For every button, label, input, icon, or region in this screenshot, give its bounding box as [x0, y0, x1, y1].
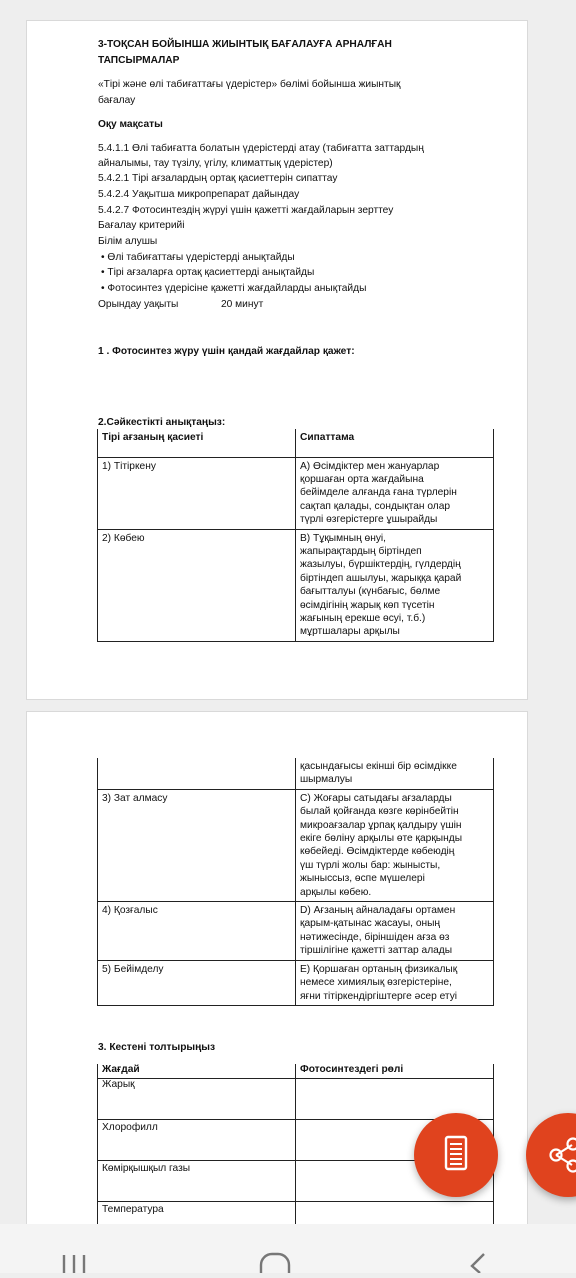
description-line: өсімдігінің жарық көп түсетін	[300, 599, 489, 612]
document-icon	[414, 1113, 498, 1197]
description-line: С) Жоғары сатыдағы ағзаларды	[300, 792, 489, 805]
property-cell: 3) Зат алмасу	[98, 789, 296, 901]
document-fab-button[interactable]	[414, 1113, 498, 1197]
time-label: Орындау уақыты	[98, 297, 178, 313]
goal-line: айналымы, тау түзілу, үгілу, климаттық үдерістер)	[98, 156, 333, 172]
table-header-cell: Тірі ағзаның қасиеті	[98, 429, 296, 457]
table-row	[98, 902, 494, 961]
description-cell	[296, 789, 494, 901]
property-cell: 5) Бейімделу	[98, 960, 296, 1005]
matching-table-continued	[97, 758, 494, 1006]
doc-subtitle-line2: бағалау	[98, 93, 135, 109]
description-line: бағытталуы (күнбағыс, бөлме	[300, 585, 489, 598]
condition-cell: Көмірқышқыл газы	[98, 1160, 296, 1201]
description-cell	[296, 457, 494, 529]
question-2: 2.Сәйкестікті анықтаңыз:	[98, 415, 225, 431]
description-line: шырмалуы	[300, 773, 489, 786]
criteria-bullet: • Тірі ағзаларға ортақ қасиеттерді анықтайды	[101, 265, 314, 281]
question-1: 1 . Фотосинтез жүру үшін қандай жағдайлар қажет:	[98, 344, 355, 360]
description-line: жағының ерекше өсуі, т.б.)	[300, 612, 489, 625]
doc-title-line1: 3-ТОҚСАН БОЙЫНША ЖИЫНТЫҚ БАҒАЛАУҒА АРНАЛҒАН	[98, 37, 392, 53]
description-line: Е) Қоршаған ортаның физикалық	[300, 963, 489, 976]
description-cell	[296, 960, 494, 1005]
table-row	[98, 457, 494, 529]
condition-cell: Жарық	[98, 1078, 296, 1119]
table-row	[98, 960, 494, 1005]
recent-apps-icon[interactable]	[64, 1255, 84, 1273]
table-header-cell: Фотосинтездегі рөлі	[296, 1064, 494, 1078]
share-icon	[526, 1113, 576, 1197]
description-line: түрлі өзгерістерге ұшырайды	[300, 513, 489, 526]
description-line: нәтижесінде, біріншіден ағза өз	[300, 931, 489, 944]
goals-heading: Оқу мақсаты	[98, 117, 163, 133]
description-line: үш түрлі жолы бар: жынысты,	[300, 859, 489, 872]
goal-line: 5.4.1.1 Өлі табиғатта болатын үдерістерді атау (табиғатта заттардың	[98, 141, 424, 157]
description-line: яғни тітіркендіргіштерге әсер етуі	[300, 990, 489, 1003]
criteria-heading: Бағалау критерийі	[98, 218, 185, 234]
matching-table	[97, 429, 494, 642]
home-icon[interactable]	[261, 1254, 289, 1273]
goal-line: 5.4.2.1 Тірі ағзалардың ортақ қасиеттерін сипаттау	[98, 171, 337, 187]
description-line: В) Тұқымның өнуі,	[300, 532, 489, 545]
description-line: көбейеді. Өсімдіктерде көбеюдің	[300, 845, 489, 858]
property-cell: 2) Көбею	[98, 529, 296, 641]
property-cell: 4) Қозғалыс	[98, 902, 296, 961]
table-header-row	[98, 429, 494, 457]
table-row	[98, 789, 494, 901]
goal-line: 5.4.2.4 Уақытша микропрепарат дайындау	[98, 187, 299, 203]
condition-cell: Температура	[98, 1201, 296, 1241]
description-line: қарым-қатынас жасауы, оның	[300, 917, 489, 930]
description-line: бейімделе алғанда ғана түрлерін	[300, 486, 489, 499]
description-line: жазылуы, бүршіктердің, гүлдердің	[300, 558, 489, 571]
condition-cell: Хлорофилл	[98, 1119, 296, 1160]
table-header-cell: Жағдай	[98, 1064, 296, 1078]
property-cell: 1) Тітіркену	[98, 457, 296, 529]
description-line: біртіндеп ашылуы, жарыққа қарай	[300, 572, 489, 585]
system-navigation-bar	[0, 1224, 576, 1273]
table-header-row	[98, 1064, 494, 1078]
description-cell	[296, 758, 494, 789]
property-cell	[98, 758, 296, 789]
description-line: мұртшалары арқылы	[300, 625, 489, 638]
criteria-bullet: • Фотосинтез үдерісіне қажетті жағдайларды анықтайды	[101, 281, 366, 297]
description-line: тіршілігіне қажетті заттар алады	[300, 944, 489, 957]
time-value: 20 минут	[221, 297, 263, 313]
description-line: жапырақтардың біртіндеп	[300, 545, 489, 558]
description-line: немесе химиялық өзгерістеріне,	[300, 976, 489, 989]
doc-title-line2: ТАПСЫРМАЛАР	[98, 53, 179, 69]
doc-subtitle-line1: «Тірі және өлі табиғаттағы үдерістер» бөлімі бойынша жиынтық	[98, 77, 401, 93]
table-header-cell: Сипаттама	[296, 429, 494, 457]
description-line: қоршаған орта жағдайына	[300, 473, 489, 486]
description-line: А) Өсімдіктер мен жануарлар	[300, 460, 489, 473]
description-line: екіге бөліну арқылы өте қарқынды	[300, 832, 489, 845]
nav-icons	[0, 1224, 576, 1273]
table-row	[98, 529, 494, 641]
description-line: сақтап қалады, сондықтан олар	[300, 500, 489, 513]
description-line: былай қойғанда көзге көрінбейтін	[300, 805, 489, 818]
description-line: жыныссыз, өспе мүшелері	[300, 872, 489, 885]
description-line: микроағзалар ұрпақ қалдыру үшін	[300, 819, 489, 832]
criteria-bullet: • Өлі табиғаттағы үдерістерді анықтайды	[101, 250, 295, 266]
goal-line: 5.4.2.7 Фотосинтездің жүруі үшін қажетті жағдайларын зерттеу	[98, 203, 393, 219]
table-row	[98, 758, 494, 789]
description-line: D) Ағзаның айналадағы ортамен	[300, 904, 489, 917]
share-fab-button[interactable]	[526, 1113, 576, 1197]
description-line: қасындағысы екінші бір өсімдікке	[300, 760, 489, 773]
question-3: 3. Кестені толтырыңыз	[98, 1040, 215, 1056]
description-cell	[296, 902, 494, 961]
description-cell	[296, 529, 494, 641]
back-icon[interactable]	[472, 1254, 484, 1273]
learner-label: Білім алушы	[98, 234, 157, 250]
description-line: арқылы көбею.	[300, 886, 489, 899]
document-page-1	[26, 20, 528, 700]
